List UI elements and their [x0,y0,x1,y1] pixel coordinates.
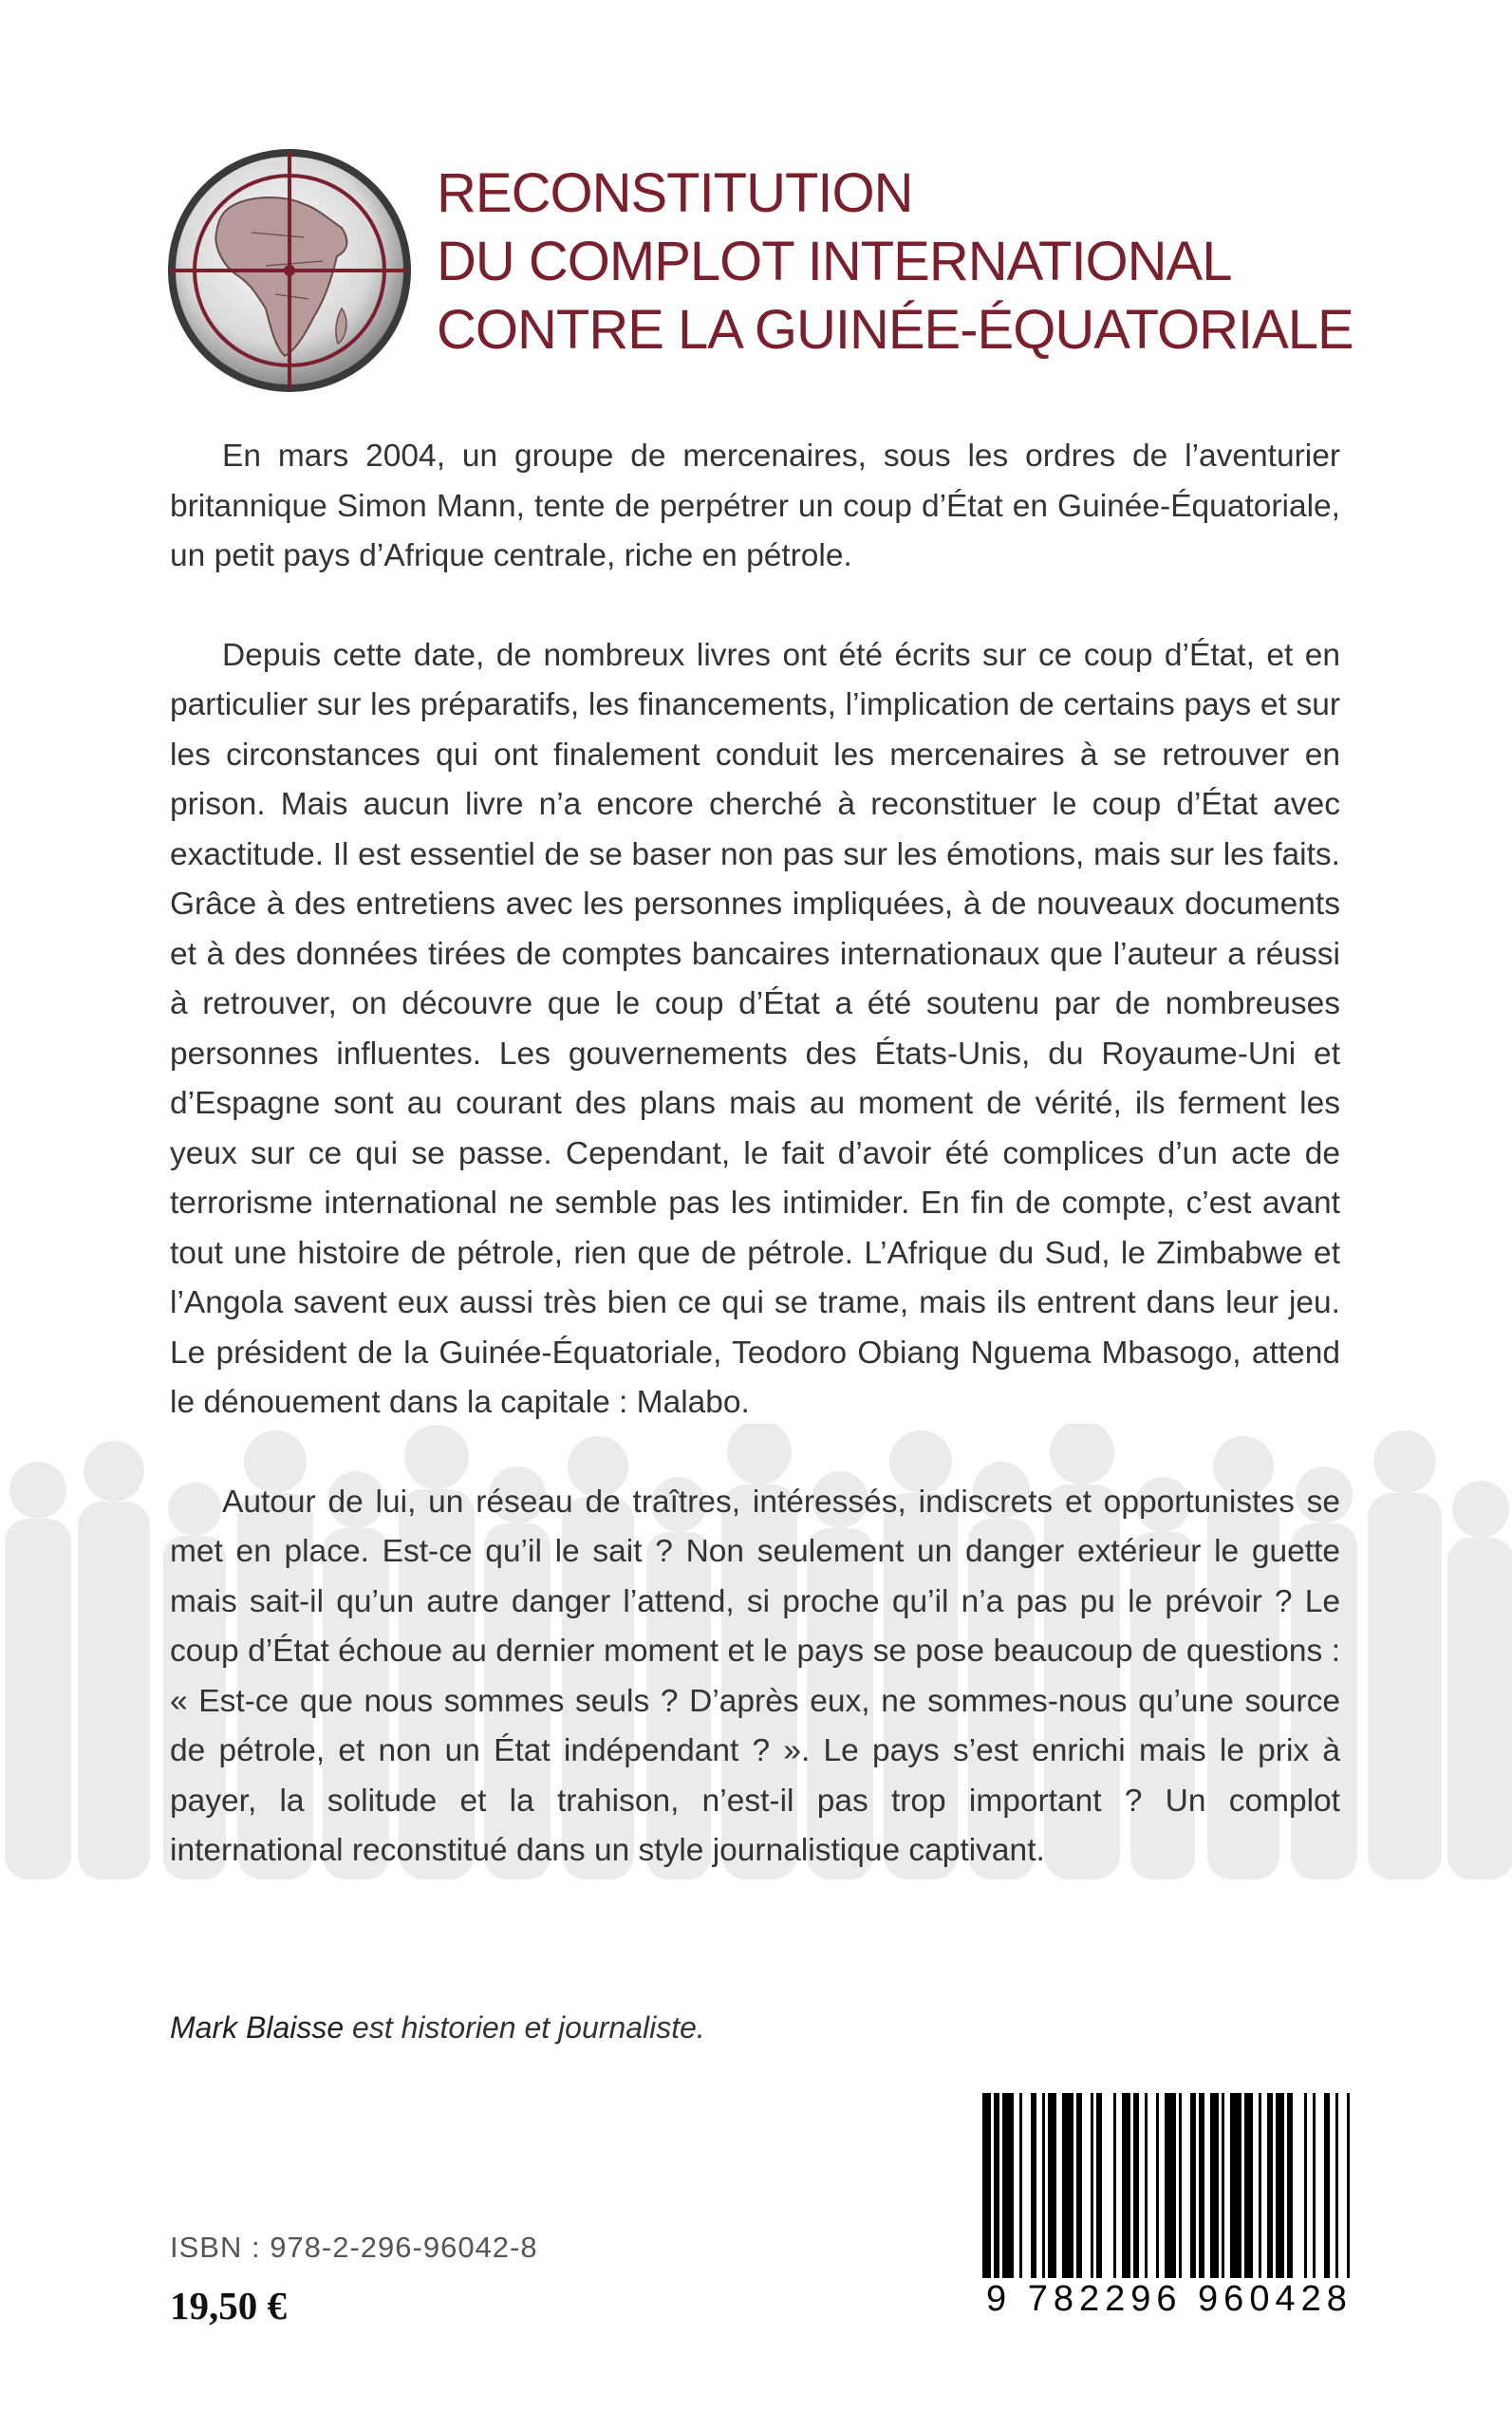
barcode-digits: 9 782296 960428 [986,2279,1353,2319]
book-title [437,159,1481,364]
author-description: est historien et journaliste. [352,2010,705,2045]
barcode [980,2093,1365,2326]
title-line: CONTRE LA GUINÉE-ÉQUATORIALE [437,299,1353,361]
synopsis-paragraph: En mars 2004, un groupe de mercenaires, sous les ordres de l’aventurier britannique Simon Mann, tente de perpétrer un coup d’État en Guinée-Équatoriale, un petit pays d’Afrique centrale, riche en pétrole. [170,439,1340,573]
price: 19,50 € [170,2284,287,2327]
title-line: DU COMPLOT INTERNATIONAL [437,231,1232,292]
title-line: RECONSTITUTION [437,162,913,224]
isbn: ISBN : 978-2-296-96042-8 [170,2231,538,2264]
author-name: Mark Blaisse [170,2010,345,2045]
synopsis-paragraph: Depuis cette date, de nombreux livres ont été écrits sur ce coup d’État, et en particulier sur les préparatifs, les financements, l’implication de certains pays et sur les circonstances qui ont finalement conduit les mercenaires à se retrouver en prison. Mais aucun livre n’a encore cherché à reconstituer le coup d’État avec exactitude. Il est essentiel de se baser non pas sur les émotions, mais sur les faits. Grâce à des entretiens avec les personnes impliquées, à de nouveaux documents et à des données tirées de comptes bancaires internationaux que l’auteur a réussi à retrouver, on découvre que le coup d’État a été soutenu par de nombreuses personnes influentes. Les gouvernements des États-Unis, du Royaume-Uni et d’Espagne sont au courant des plans mais au moment de vérité, ils ferment les yeux sur ce qui se passe. Cependant, le fait d’avoir été complices d’un acte de terrorisme international ne semble pas les intimider. En fin de compte, c’est avant tout une histoire de pétrole, rien que de pétrole. L’Afrique du Sud, le Zimbabwe et l’Angola savent eux aussi très bien ce qui se trame, mais ils entrent dans leur jeu. Le président de la Guinée-Équatoriale, Teodoro Obiang Nguema Mbasogo, attend le dénouement dans la capitale : Malabo. [170,637,1340,1420]
africa-crosshair-globe-icon [161,142,418,399]
synopsis [170,432,1340,1926]
synopsis-paragraph: Autour de lui, un réseau de traîtres, intéressés, indiscrets et opportunistes se met en place. Est-ce qu’il le sait ? Non seulement un danger extérieur le guette mais sait-il qu’un autre danger l’attend, si proche qu’il n’a pas pu le prévoir ? Le coup d’État échoue au dernier moment et le pays se pose beaucoup de questions : « Est-ce que nous sommes seuls ? D’après eux, ne sommes-nous qu’une source de pétrole, et non un État indépendant ? ». Le pays s’est enrichi mais le prix à payer, la solitude et la trahison, n’est-il pas trop important ? Un complot international reconstitué dans un style journalistique captivant. [170,1484,1340,1868]
author-bio [170,2010,705,2046]
barcode-bars-icon [980,2093,1365,2278]
